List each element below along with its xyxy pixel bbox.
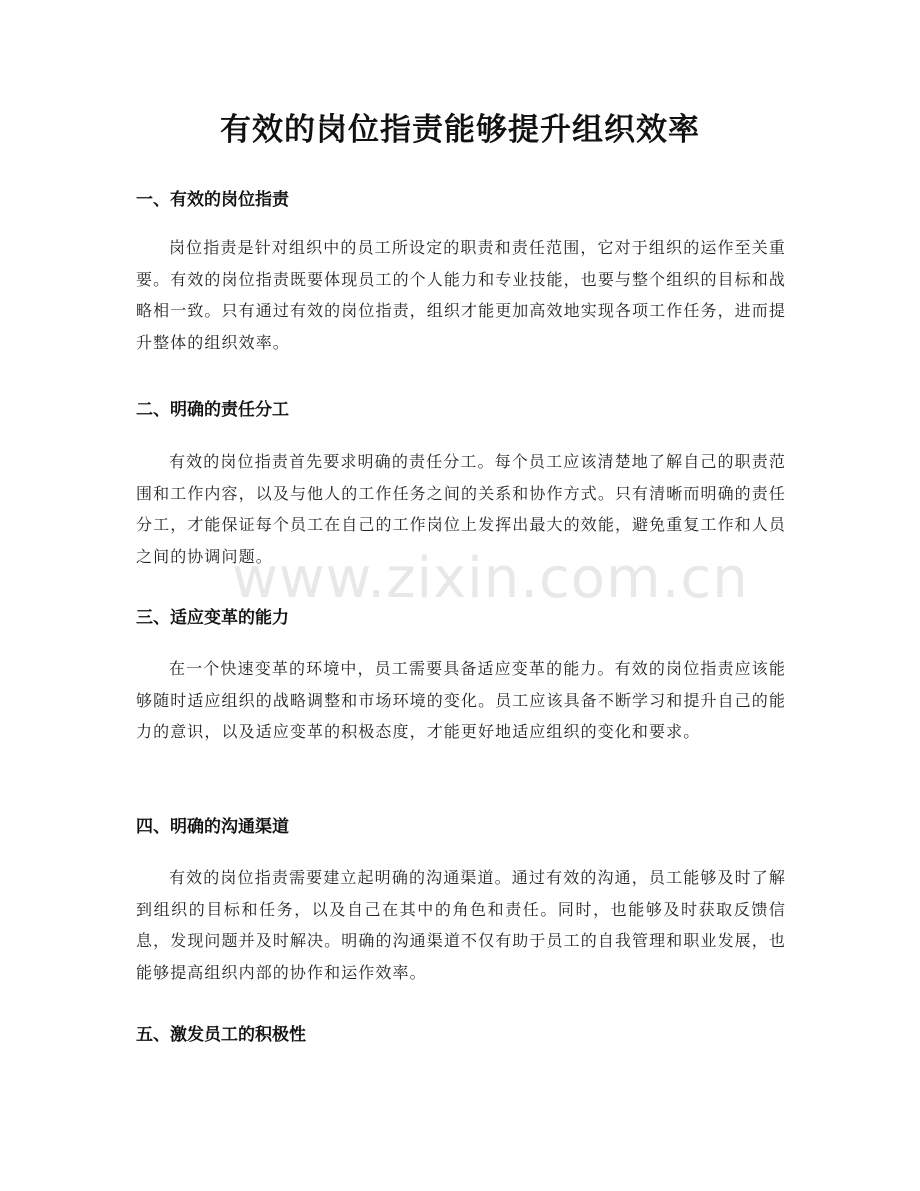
document-title: 有效的岗位指责能够提升组织效率 (220, 112, 700, 148)
watermark: www.zixin.com.cn (232, 546, 749, 611)
section-body-2: 有效的岗位指责首先要求明确的责任分工。每个员工应该清楚地了解自己的职责范围和工作内容，以及与他人的工作任务之间的关系和协作方式。只有清晰而明确的责任分工，才能保证每个员工在自己的工作岗位上发挥出最大的效能，避免重复工作和人员之间的协调问题。 (136, 452, 786, 566)
section-heading-4: 四、明确的沟通渠道 (136, 817, 289, 837)
section-heading-2: 二、明确的责任分工 (136, 400, 289, 420)
section-heading-3: 三、适应变革的能力 (136, 608, 289, 628)
section-heading-5: 五、激发员工的积极性 (136, 1025, 306, 1045)
section-body-4: 有效的岗位指责需要建立起明确的沟通渠道。通过有效的沟通，员工能够及时了解到组织的目标和任务，以及自己在其中的角色和责任。同时，也能够及时获取反馈信息，发现问题并及时解决。明确的沟通渠道不仅有助于员工的自我管理和职业发展，也能够提高组织内部的协作和运作效率。 (136, 868, 786, 982)
section-heading-1: 一、有效的岗位指责 (136, 190, 289, 210)
section-body-3: 在一个快速变革的环境中，员工需要具备适应变革的能力。有效的岗位指责应该能够随时适应组织的战略调整和市场环境的变化。员工应该具备不断学习和提升自己的能力的意识，以及适应变革的积极态度，才能更好地适应组织的变化和要求。 (136, 659, 786, 741)
section-body-1: 岗位指责是针对组织中的员工所设定的职责和责任范围，它对于组织的运作至关重要。有效的岗位指责既要体现员工的个人能力和专业技能，也要与整个组织的目标和战略相一致。只有通过有效的岗位指责，组织才能更加高效地实现各项工作任务，进而提升整体的组织效率。 (136, 238, 786, 352)
